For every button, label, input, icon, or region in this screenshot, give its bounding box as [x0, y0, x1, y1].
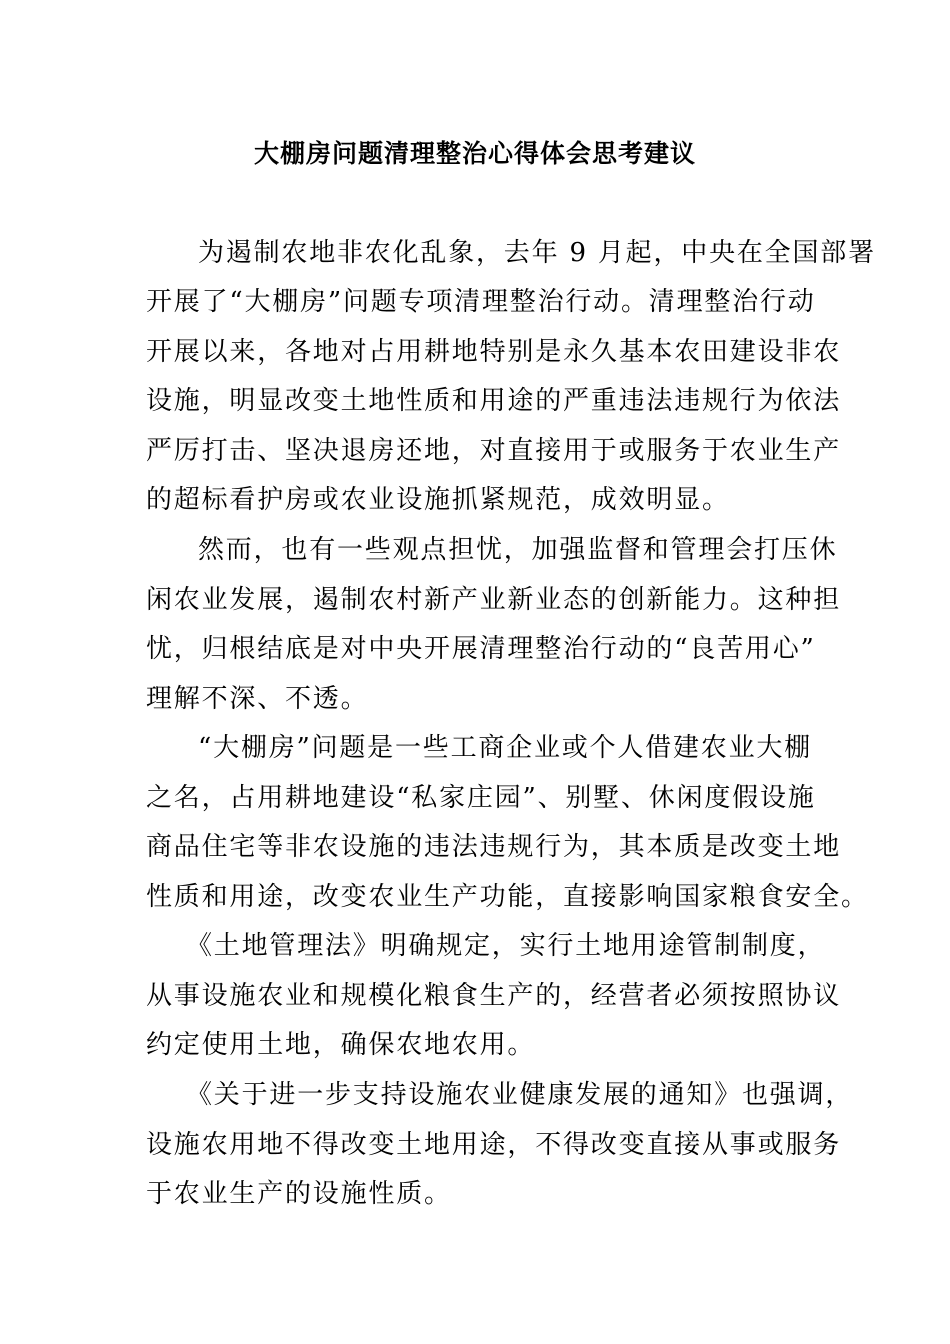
body-line: 闲农业发展，遏制农村新产业新业态的创新能力。这种担 [146, 585, 842, 615]
body-line: 严厉打击、坚决退房还地，对直接用于或服务于农业生产 [146, 436, 842, 466]
body-line: 约定使用土地，确保农地农用。 [146, 1030, 536, 1060]
body-line: “大棚房”问题是一些工商企业或个人借建农业大棚 [198, 733, 812, 763]
body-line: 设施农用地不得改变土地用途，不得改变直接从事或服务 [146, 1130, 842, 1160]
body-line: 从事设施农业和规模化粮食生产的，经营者必须按照协议 [146, 981, 842, 1011]
body-line: 为遏制农地非农化乱象，去年 9 月起，中央在全国部署 [198, 238, 876, 268]
body-line: 《关于进一步支持设施农业健康发展的通知》也强调， [186, 1080, 854, 1110]
body-line: 之名，占用耕地建设“私家庄园”、别墅、休闲度假设施 [146, 783, 816, 813]
body-line: 商品住宅等非农设施的违法违规行为，其本质是改变土地 [146, 832, 842, 862]
body-line: 忧，归根结底是对中央开展清理整治行动的“良苦用心” [146, 634, 816, 664]
body-line: 于农业生产的设施性质。 [146, 1179, 452, 1209]
body-line: 开展了“大棚房”问题专项清理整治行动。清理整治行动 [146, 287, 816, 317]
body-line: 性质和用途，改变农业生产功能，直接影响国家粮食安全。 [146, 882, 869, 912]
body-line: 设施，明显改变土地性质和用途的严重违法违规行为依法 [146, 386, 842, 416]
body-line: 的超标看护房或农业设施抓紧规范，成效明显。 [146, 485, 730, 515]
body-line: 理解不深、不透。 [146, 684, 369, 714]
document-title: 大棚房问题清理整治心得体会思考建议 [253, 139, 696, 168]
body-line: 开展以来，各地对占用耕地特别是永久基本农田建设非农 [146, 337, 842, 367]
body-line: 然而，也有一些观点担忧，加强监督和管理会打压休 [198, 535, 838, 565]
body-line: 《土地管理法》明确规定，实行土地用途管制制度， [186, 931, 826, 961]
